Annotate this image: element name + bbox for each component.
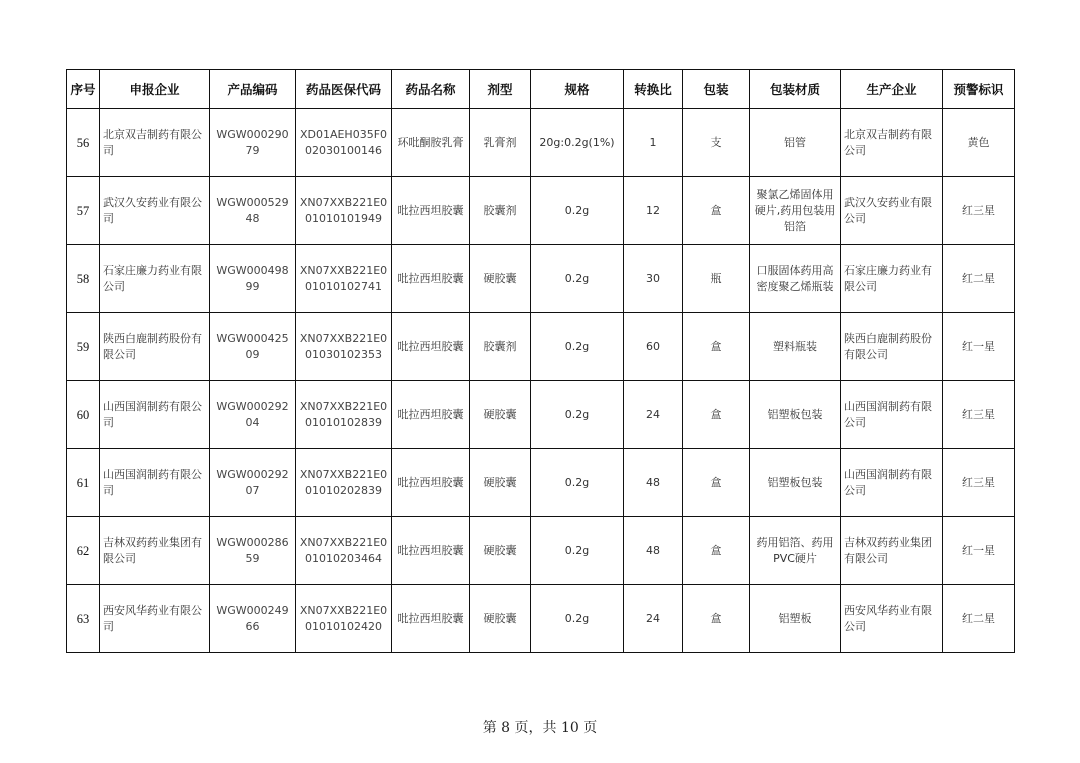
cell-material: 铝管 — [750, 109, 841, 177]
cell-material: 塑料瓶装 — [750, 313, 841, 381]
cell-warning: 红三星 — [943, 449, 1015, 517]
table-row — [67, 449, 1015, 517]
page-number-footer: 第 8 页，共 10 页 — [482, 720, 598, 736]
cell-no: 56 — [67, 109, 100, 177]
cell-product-code: WGW00029204 — [210, 381, 296, 449]
table-row — [67, 109, 1015, 177]
cell-ratio: 24 — [624, 381, 683, 449]
cell-drug-name: 吡拉西坦胶囊 — [392, 517, 470, 585]
cell-insurance-code: XN07XXB221E001010102741 — [296, 245, 392, 313]
cell-insurance-code: XN07XXB221E001010202839 — [296, 449, 392, 517]
cell-spec: 0.2g — [531, 177, 624, 245]
cell-no: 60 — [67, 381, 100, 449]
cell-drug-name: 吡拉西坦胶囊 — [392, 381, 470, 449]
cell-material: 铝塑板包装 — [750, 381, 841, 449]
cell-applicant: 山西国润制药有限公司 — [100, 449, 210, 517]
cell-warning: 红三星 — [943, 177, 1015, 245]
cell-insurance-code: XN07XXB221E001010203464 — [296, 517, 392, 585]
table-row — [67, 245, 1015, 313]
cell-spec: 0.2g — [531, 585, 624, 653]
cell-package: 盒 — [683, 449, 750, 517]
cell-dosage-form: 胶囊剂 — [470, 313, 531, 381]
cell-warning: 红一星 — [943, 313, 1015, 381]
header-dosage-form: 剂型 — [470, 70, 531, 109]
cell-applicant: 北京双吉制药有限公司 — [100, 109, 210, 177]
header-spec: 规格 — [531, 70, 624, 109]
cell-applicant: 石家庄廉力药业有限公司 — [100, 245, 210, 313]
header-manufacturer: 生产企业 — [841, 70, 943, 109]
cell-material: 聚氯乙烯固体用硬片,药用包装用铝箔 — [750, 177, 841, 245]
cell-manufacturer: 西安风华药业有限公司 — [841, 585, 943, 653]
cell-material: 口服固体药用高密度聚乙烯瓶装 — [750, 245, 841, 313]
cell-product-code: WGW00042509 — [210, 313, 296, 381]
cell-spec: 0.2g — [531, 449, 624, 517]
cell-manufacturer: 吉林双药药业集团有限公司 — [841, 517, 943, 585]
cell-no: 61 — [67, 449, 100, 517]
cell-no: 58 — [67, 245, 100, 313]
document-table-container — [66, 69, 1015, 653]
cell-package: 瓶 — [683, 245, 750, 313]
cell-manufacturer: 武汉久安药业有限公司 — [841, 177, 943, 245]
cell-package: 支 — [683, 109, 750, 177]
cell-manufacturer: 山西国润制药有限公司 — [841, 381, 943, 449]
cell-drug-name: 吡拉西坦胶囊 — [392, 245, 470, 313]
header-drug-name: 药品名称 — [392, 70, 470, 109]
cell-spec: 0.2g — [531, 245, 624, 313]
cell-product-code: WGW00052948 — [210, 177, 296, 245]
cell-insurance-code: XN07XXB221E001010101949 — [296, 177, 392, 245]
cell-dosage-form: 硬胶囊 — [470, 381, 531, 449]
cell-spec: 0.2g — [531, 517, 624, 585]
cell-warning: 黄色 — [943, 109, 1015, 177]
cell-no: 57 — [67, 177, 100, 245]
cell-spec: 0.2g — [531, 313, 624, 381]
cell-insurance-code: XN07XXB221E001030102353 — [296, 313, 392, 381]
cell-manufacturer: 石家庄廉力药业有限公司 — [841, 245, 943, 313]
cell-dosage-form: 硬胶囊 — [470, 585, 531, 653]
cell-drug-name: 吡拉西坦胶囊 — [392, 177, 470, 245]
header-ratio: 转换比 — [624, 70, 683, 109]
cell-product-code: WGW00029207 — [210, 449, 296, 517]
header-product-code: 产品编码 — [210, 70, 296, 109]
header-warning: 预警标识 — [943, 70, 1015, 109]
cell-dosage-form: 硬胶囊 — [470, 449, 531, 517]
cell-manufacturer: 陕西白鹿制药股份有限公司 — [841, 313, 943, 381]
cell-applicant: 山西国润制药有限公司 — [100, 381, 210, 449]
cell-warning: 红三星 — [943, 381, 1015, 449]
cell-insurance-code: XN07XXB221E001010102420 — [296, 585, 392, 653]
cell-ratio: 30 — [624, 245, 683, 313]
cell-manufacturer: 山西国润制药有限公司 — [841, 449, 943, 517]
header-applicant: 申报企业 — [100, 70, 210, 109]
cell-material: 药用铝箔、药用PVC硬片 — [750, 517, 841, 585]
drug-price-table — [66, 69, 1015, 653]
cell-material: 铝塑板 — [750, 585, 841, 653]
table-row — [67, 381, 1015, 449]
table-row — [67, 585, 1015, 653]
cell-drug-name: 吡拉西坦胶囊 — [392, 313, 470, 381]
cell-ratio: 24 — [624, 585, 683, 653]
cell-dosage-form: 乳膏剂 — [470, 109, 531, 177]
cell-applicant: 陕西白鹿制药股份有限公司 — [100, 313, 210, 381]
cell-dosage-form: 硬胶囊 — [470, 517, 531, 585]
cell-product-code: WGW00024966 — [210, 585, 296, 653]
cell-ratio: 1 — [624, 109, 683, 177]
cell-product-code: WGW00028659 — [210, 517, 296, 585]
header-insurance-code: 药品医保代码 — [296, 70, 392, 109]
cell-product-code: WGW00049899 — [210, 245, 296, 313]
table-header-row — [67, 70, 1015, 109]
cell-warning: 红一星 — [943, 517, 1015, 585]
cell-warning: 红二星 — [943, 245, 1015, 313]
cell-applicant: 吉林双药药业集团有限公司 — [100, 517, 210, 585]
cell-product-code: WGW00029079 — [210, 109, 296, 177]
cell-dosage-form: 硬胶囊 — [470, 245, 531, 313]
cell-insurance-code: XN07XXB221E001010102839 — [296, 381, 392, 449]
cell-no: 59 — [67, 313, 100, 381]
table-row — [67, 313, 1015, 381]
cell-manufacturer: 北京双吉制药有限公司 — [841, 109, 943, 177]
header-package: 包装 — [683, 70, 750, 109]
table-row — [67, 517, 1015, 585]
cell-drug-name: 吡拉西坦胶囊 — [392, 585, 470, 653]
header-material: 包装材质 — [750, 70, 841, 109]
cell-ratio: 12 — [624, 177, 683, 245]
cell-spec: 0.2g — [531, 381, 624, 449]
cell-applicant: 武汉久安药业有限公司 — [100, 177, 210, 245]
cell-ratio: 48 — [624, 449, 683, 517]
cell-package: 盒 — [683, 177, 750, 245]
cell-ratio: 48 — [624, 517, 683, 585]
cell-package: 盒 — [683, 381, 750, 449]
cell-applicant: 西安风华药业有限公司 — [100, 585, 210, 653]
cell-no: 63 — [67, 585, 100, 653]
header-no: 序号 — [67, 70, 100, 109]
cell-dosage-form: 胶囊剂 — [470, 177, 531, 245]
cell-no: 62 — [67, 517, 100, 585]
cell-package: 盒 — [683, 313, 750, 381]
cell-package: 盒 — [683, 585, 750, 653]
cell-ratio: 60 — [624, 313, 683, 381]
cell-warning: 红二星 — [943, 585, 1015, 653]
cell-drug-name: 环吡酮胺乳膏 — [392, 109, 470, 177]
cell-insurance-code: XD01AEH035F002030100146 — [296, 109, 392, 177]
table-row — [67, 177, 1015, 245]
cell-material: 铝塑板包装 — [750, 449, 841, 517]
cell-spec: 20g:0.2g(1%) — [531, 109, 624, 177]
cell-package: 盒 — [683, 517, 750, 585]
cell-drug-name: 吡拉西坦胶囊 — [392, 449, 470, 517]
